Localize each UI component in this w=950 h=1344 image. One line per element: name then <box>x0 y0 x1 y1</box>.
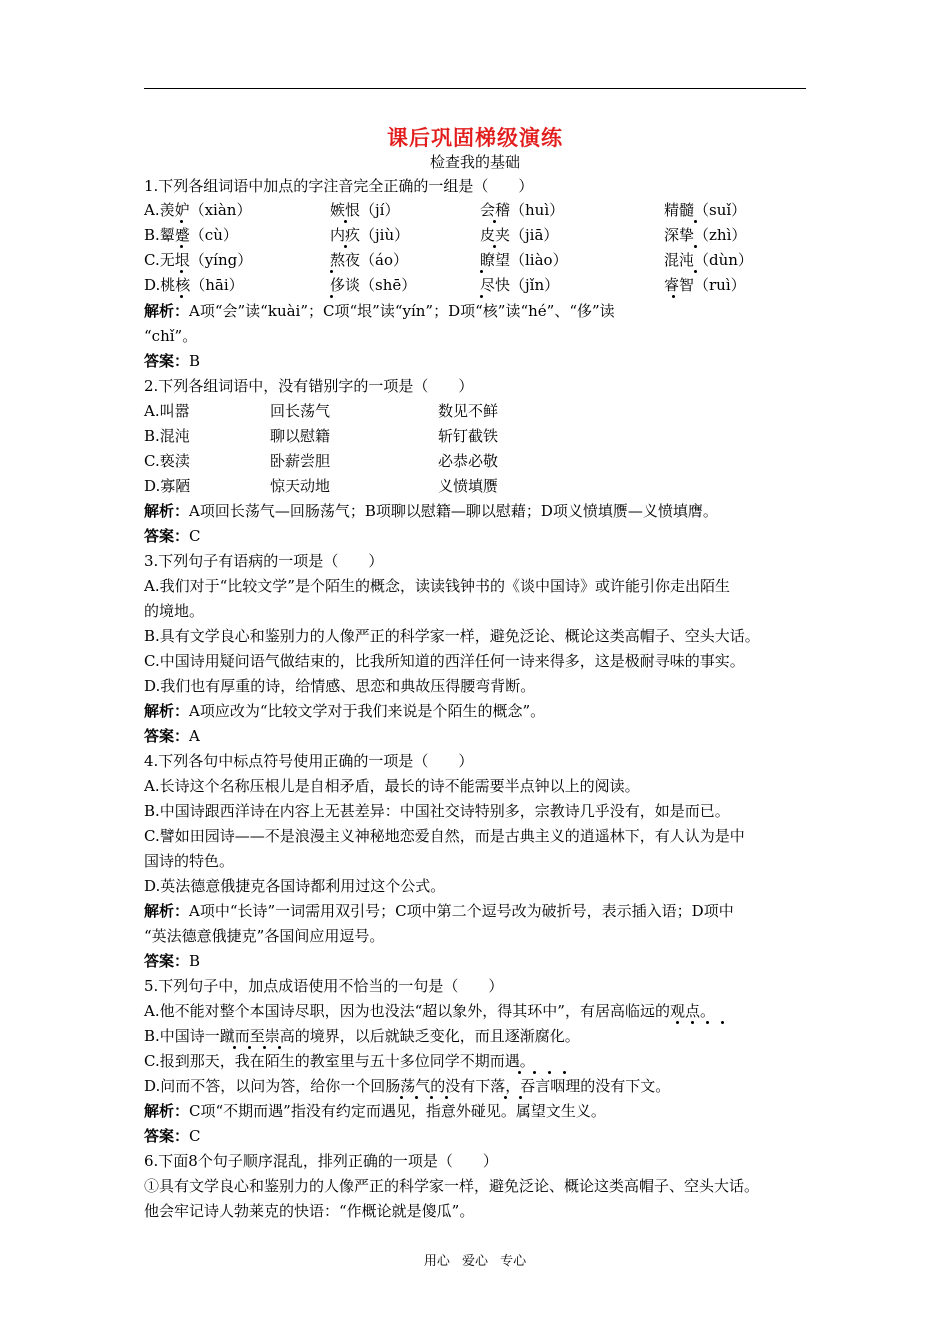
q1-d-2: 侈谈（shē） <box>330 276 417 294</box>
emphasis-dot <box>504 1096 507 1099</box>
emphasis-dot <box>180 220 183 223</box>
answer-label: 答案： <box>144 527 190 545</box>
q1-analysis: A项“会”读“kuài”；C项“垠”读“yín”；D项“核”读“hé”、“侈”读 <box>189 302 615 320</box>
q4-option-c-line1: C.譬如田园诗——不是浪漫主义神秘地恋爱自然，而是古典主义的逍遥林下，有人认为是中 <box>144 827 745 845</box>
q2-d-3: 义愤填赝 <box>438 477 499 495</box>
q3-option-d: D.我们也有厚重的诗，给情感、思恋和典故压得腰弯背断。 <box>144 677 536 695</box>
q3-analysis <box>144 701 545 721</box>
q1-stem: 1.下列各组词语中加点的字注音完全正确的一组是（ ） <box>144 177 534 195</box>
footer-item: 用心 <box>423 1254 450 1269</box>
q4-option-c-line2: 国诗的特色。 <box>144 852 235 870</box>
q1-b-3: 皮夹（jiā） <box>480 226 559 244</box>
q1-a-2: 嫉恨（jí） <box>330 201 400 219</box>
q1-d-3: 尽快（jǐn） <box>480 276 560 294</box>
q1-d-4: 睿智（ruì） <box>664 276 746 294</box>
q2-b-2: 聊以慰籍 <box>270 427 331 445</box>
q1-c-2: 熬夜（áo） <box>330 251 408 269</box>
q1-c-4: 混沌（dùn） <box>664 251 753 269</box>
q2-a-3: 数见不鲜 <box>438 402 499 420</box>
emphasis-dot <box>694 220 697 223</box>
q4-stem: 4.下列各句中标点符号使用正确的一项是（ ） <box>144 752 474 770</box>
q2-analysis <box>144 501 718 521</box>
emphasis-dot <box>706 1021 709 1024</box>
emphasis-dot <box>480 295 483 298</box>
answer-label: 答案： <box>144 352 190 370</box>
q3-stem: 3.下列句子有语病的一项是（ ） <box>144 552 384 570</box>
q3-answer-value: A <box>189 727 200 745</box>
analysis-label: 解析： <box>144 302 190 320</box>
q5-analysis-text: C项“不期而遇”指没有约定而遇见，指意外碰见。属望文生义。 <box>189 1102 606 1120</box>
footer-item: 专心 <box>500 1254 527 1269</box>
q1-analysis-line1 <box>144 301 615 321</box>
q2-d-1: D.寡陋 <box>144 477 191 495</box>
q2-c-3: 必恭必敬 <box>438 452 499 470</box>
q5-option-b: B.中国诗一蹴而至崇高的境界，以后就缺乏变化，而且逐渐腐化。 <box>144 1027 580 1045</box>
emphasis-dot <box>344 220 347 223</box>
q5-option-d: D.问而不答，以问为答，给你一个回肠荡气的没有下落，吞言咽理的没有下文。 <box>144 1077 671 1095</box>
q3-option-a-line1: A.我们对于“比较文学”是个陌生的概念，读读钱钟书的《谈中国诗》或许能引你走出陌生 <box>144 577 730 595</box>
q1-b-1: B.颦蹙（cù） <box>144 226 238 244</box>
emphasis-dot <box>180 245 183 248</box>
header-rule <box>144 88 806 89</box>
emphasis-dot <box>721 1021 724 1024</box>
emphasis-dot <box>533 1071 536 1074</box>
q4-analysis-text: A项中“长诗”一词需用双引号；C项中第二个逗号改为破折号，表示插入语；D项中 <box>189 902 734 920</box>
page-subtitle: 检查我的基础 <box>429 153 520 171</box>
q1-a-3: 会稽（huì） <box>480 201 565 219</box>
q1-c-1: C.无垠（yíng） <box>144 251 253 269</box>
q3-option-b: B.具有文学良心和鉴别力的人像严正的科学家一样，避免泛论、概论这类高帽子、空头大话。 <box>144 627 760 645</box>
emphasis-dot <box>278 1046 281 1049</box>
page-title: 课后巩固梯级演练 <box>387 125 563 150</box>
q3-analysis-text: A项应改为“比较文学对于我们来说是个陌生的概念”。 <box>189 702 546 720</box>
q3-option-a-line2: 的境地。 <box>144 602 205 620</box>
analysis-label: 解析： <box>144 902 190 920</box>
q2-b-3: 斩钉截铁 <box>438 427 499 445</box>
q4-analysis-line1 <box>144 901 734 921</box>
emphasis-dot <box>694 270 697 273</box>
q5-option-a: A.他不能对整个本国诗尽职，因为也没法“超以象外，得其环中”，有居高临远的观点。 <box>144 1002 715 1020</box>
q2-analysis-text: A项回长荡气—回肠荡气；B项聊以慰籍—聊以慰藉；D项义愤填赝—义愤填膺。 <box>189 502 718 520</box>
q5-analysis <box>144 1101 606 1121</box>
emphasis-dot <box>445 1096 448 1099</box>
answer-label: 答案： <box>144 727 190 745</box>
q4-analysis-line2: “英法德意俄捷克”各国间应用逗号。 <box>144 927 385 945</box>
emphasis-dot <box>263 1046 266 1049</box>
emphasis-dot <box>691 1021 694 1024</box>
q2-a-1: A.叫嚣 <box>144 402 190 420</box>
emphasis-dot <box>563 1071 566 1074</box>
answer-label: 答案： <box>144 1127 190 1145</box>
q2-answer <box>144 526 201 546</box>
emphasis-dot <box>672 295 675 298</box>
analysis-label: 解析： <box>144 502 190 520</box>
q3-option-c: C.中国诗用疑问语气做结束的，比我所知道的西洋任何一诗来得多，这是极耐寻味的事实。 <box>144 652 745 670</box>
analysis-label: 解析： <box>144 702 190 720</box>
q4-answer-value: B <box>189 952 201 970</box>
emphasis-dot <box>233 1046 236 1049</box>
q1-a-4: 精髓（suǐ） <box>664 201 747 219</box>
q5-answer <box>144 1126 201 1146</box>
emphasis-dot <box>493 245 496 248</box>
q6-sentence-1: ①具有文学良心和鉴别力的人像严正的科学家一样，避免泛论、概论这类高帽子、空头大话。 <box>144 1177 760 1195</box>
q1-b-2: 内疚（jiù） <box>330 226 410 244</box>
emphasis-dot <box>480 270 483 273</box>
q2-c-2: 卧薪尝胆 <box>270 452 331 470</box>
q2-c-1: C.亵渎 <box>144 452 190 470</box>
emphasis-dot <box>248 1046 251 1049</box>
footer-item: 爱心 <box>461 1254 488 1269</box>
emphasis-dot <box>694 245 697 248</box>
emphasis-dot <box>180 270 183 273</box>
q1-answer-value: B <box>189 352 201 370</box>
q1-d-1: D.桃核（hāi） <box>144 276 244 294</box>
emphasis-dot <box>180 295 183 298</box>
q1-answer <box>144 351 200 371</box>
q4-option-b: B.中国诗跟西洋诗在内容上无甚差异：中国社交诗特别多，宗教诗几乎没有，如是而已。 <box>144 802 730 820</box>
q1-b-4: 深挚（zhì） <box>664 226 747 244</box>
answer-label: 答案： <box>144 952 190 970</box>
q6-stem: 6.下面8个句子顺序混乱，排列正确的一项是（ ） <box>144 1152 498 1170</box>
q2-stem: 2.下列各组词语中，没有错别字的一项是（ ） <box>144 377 474 395</box>
emphasis-dot <box>344 245 347 248</box>
q2-d-2: 惊天动地 <box>270 477 331 495</box>
q3-answer <box>144 726 200 746</box>
emphasis-dot <box>548 1071 551 1074</box>
page-footer <box>0 1250 950 1269</box>
analysis-label: 解析： <box>144 1102 190 1120</box>
emphasis-dot <box>415 1096 418 1099</box>
emphasis-dot <box>519 1096 522 1099</box>
q1-c-3: 瞭望（liào） <box>480 251 568 269</box>
q4-answer <box>144 951 200 971</box>
q2-a-2: 回长荡气 <box>270 402 331 420</box>
q1-analysis-line2: “chǐ”。 <box>144 327 198 345</box>
emphasis-dot <box>330 270 333 273</box>
q6-sentence-1-cont: 他会牢记诗人勃莱克的快语：“作概论就是傻瓜”。 <box>144 1202 475 1220</box>
q2-answer-value: C <box>189 527 201 545</box>
q5-option-c: C.报到那天，我在陌生的教室里与五十多位同学不期而遇。 <box>144 1052 535 1070</box>
q4-option-d: D.英法德意俄捷克各国诗都利用过这个公式。 <box>144 877 446 895</box>
q2-b-1: B.混沌 <box>144 427 190 445</box>
q4-option-a: A.长诗这个名称压根儿是自相矛盾，最长的诗不能需要半点钟以上的阅读。 <box>144 777 640 795</box>
emphasis-dot <box>330 295 333 298</box>
q5-answer-value: C <box>189 1127 201 1145</box>
q1-a-1: A.羡妒（xiàn） <box>144 201 252 219</box>
emphasis-dot <box>430 1096 433 1099</box>
q5-stem: 5.下列句子中，加点成语使用不恰当的一句是（ ） <box>144 977 504 995</box>
emphasis-dot <box>676 1021 679 1024</box>
emphasis-dot <box>493 220 496 223</box>
emphasis-dot <box>518 1071 521 1074</box>
emphasis-dot <box>400 1096 403 1099</box>
